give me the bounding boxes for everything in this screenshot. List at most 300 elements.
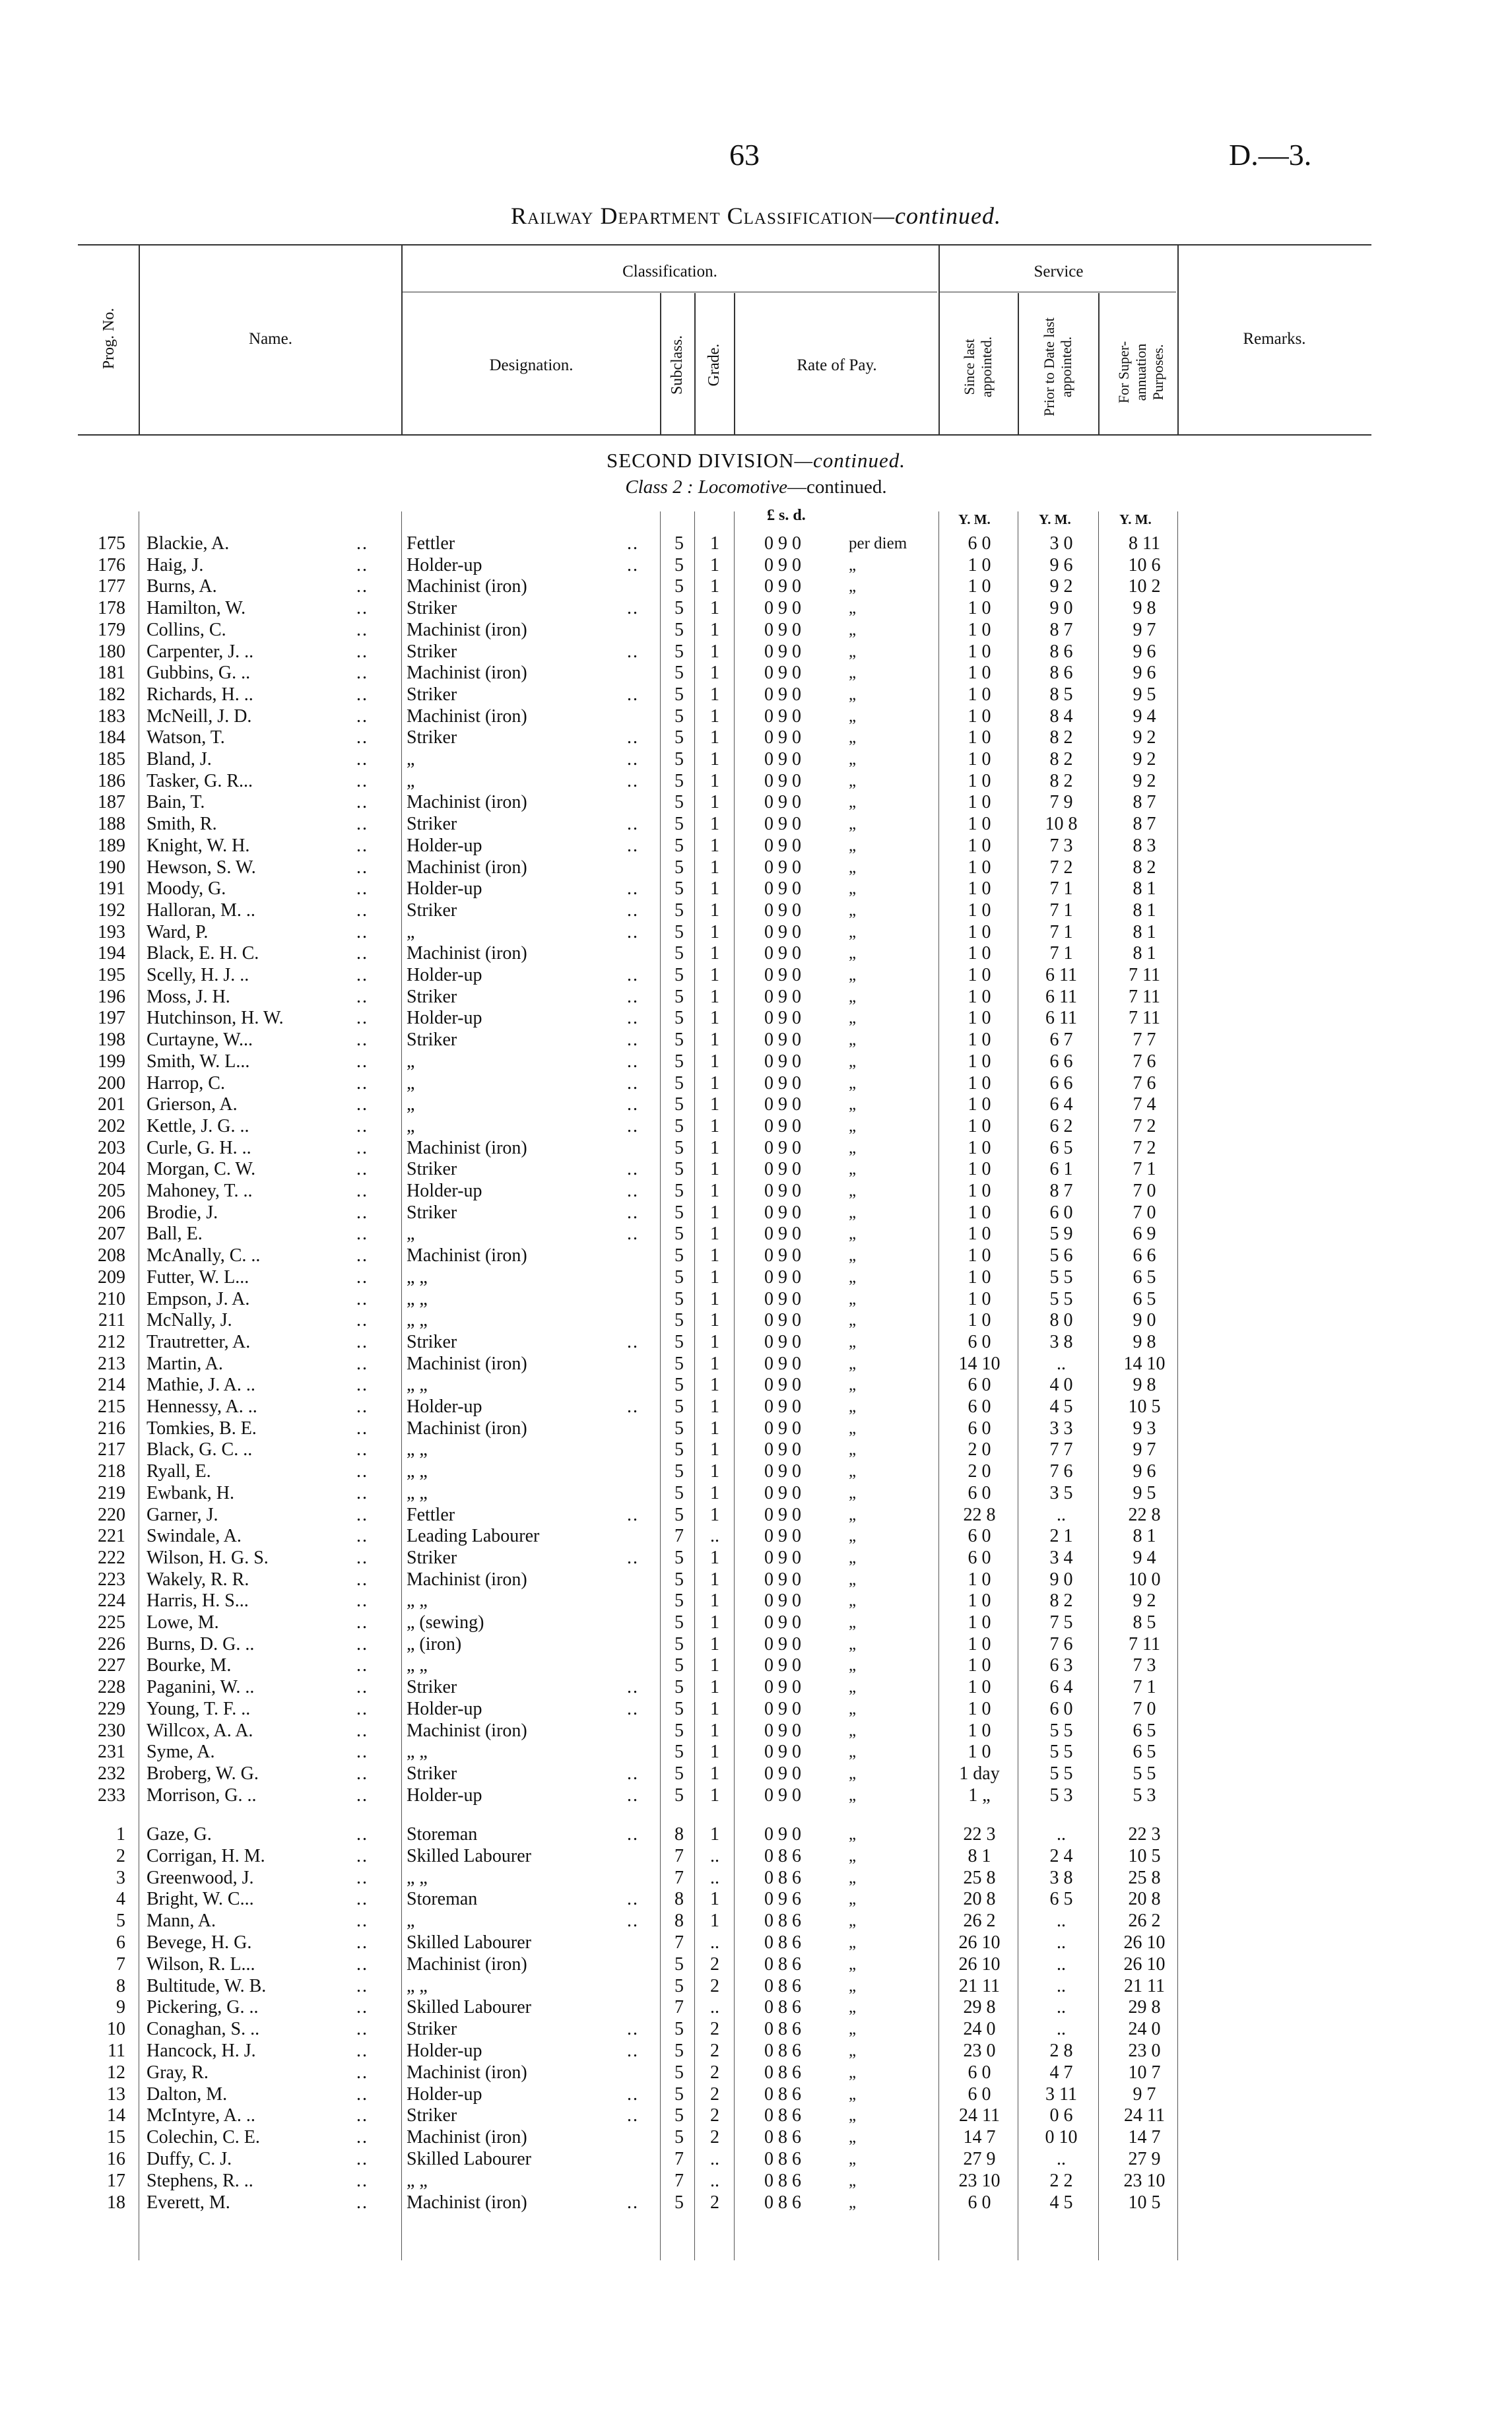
grade-cell: 1 [710,1504,719,1525]
name-cell: Syme, A. [147,1742,215,1763]
pay-unit-cell: per diem [849,535,907,552]
superannuation-cell: 9 8 [1133,598,1156,619]
superannuation-cell: 8 5 [1133,1612,1156,1633]
grade-cell: 2 [710,2062,719,2083]
designation-leader-cell: .. [627,727,639,748]
designation-leader-cell: .. [627,749,639,770]
since-last-cell: 1 0 [968,1030,991,1051]
grade-cell: 1 [710,1418,719,1439]
pay-unit-cell: „ [849,771,857,790]
prior-to-date-cell: 5 5 [1049,1763,1073,1784]
rate-of-pay-cell: 0 9 0 [764,770,801,791]
superannuation-cell: 23 10 [1123,2170,1166,2191]
name-cell: Hutchinson, H. W. [147,1008,284,1029]
designation-cell: Skilled Labourer [407,1845,531,1866]
grade-cell: 1 [710,1439,719,1460]
prog-no-cell: 219 [98,1482,125,1503]
subclass-cell: 5 [674,986,684,1007]
name-leader-cell: .. [356,1072,368,1094]
name-leader-cell: .. [356,1763,368,1784]
name-leader-cell: .. [356,1975,368,1996]
rate-of-pay-cell: 0 9 0 [764,1526,801,1547]
prior-to-date-cell: 7 6 [1049,1461,1073,1482]
table-row [0,641,1512,663]
table-row [0,857,1512,878]
name-leader-cell: .. [356,2170,368,2191]
subclass-cell: 5 [674,533,684,554]
table-row [0,2171,1512,2192]
designation-leader-cell: .. [627,1331,639,1352]
pay-unit-cell: „ [849,1847,857,1865]
rate-of-pay-cell: 0 9 0 [764,1030,801,1051]
name-cell: Black, G. C. .. [147,1439,253,1460]
pay-unit-cell: „ [849,1290,857,1308]
prior-to-date-cell: 3 5 [1049,1482,1073,1503]
table-row [0,1461,1512,1482]
prog-no-cell: 208 [98,1245,125,1266]
grade-cell: 1 [710,1547,719,1568]
pay-unit-cell: „ [849,2193,857,2211]
superannuation-cell: 7 0 [1133,1181,1156,1201]
superannuation-cell: 26 10 [1123,1932,1166,1953]
name-cell: Hennessy, A. .. [147,1396,257,1417]
designation-leader-cell: .. [627,1159,639,1180]
prior-to-date-cell: 9 6 [1049,554,1073,575]
name-cell: Grierson, A. [147,1094,238,1115]
name-cell: Knight, W. H. [147,835,250,856]
grade-cell: 1 [710,1051,719,1072]
rate-of-pay-cell: 0 9 0 [764,1569,801,1590]
table-row [0,1202,1512,1224]
rate-of-pay-cell: 0 8 6 [764,1867,801,1888]
grade-cell: 1 [710,1396,719,1417]
pay-unit-cell: „ [849,1890,857,1909]
pay-unit-cell: „ [849,944,857,963]
since-last-cell: 1 0 [968,943,991,964]
prog-no-cell: 193 [98,921,125,942]
since-last-cell: 21 11 [959,1975,1000,1996]
grade-cell: 1 [710,641,719,662]
grade-cell: 2 [710,2105,719,2126]
designation-cell: Striker [407,986,457,1007]
superannuation-cell: 10 5 [1128,1845,1161,1866]
grade-cell: 1 [710,1375,719,1396]
subclass-cell: 5 [674,1698,684,1719]
grade-cell: 1 [710,1137,719,1158]
designation-leader-cell: .. [627,900,639,921]
subclass-cell: 5 [674,2019,684,2040]
grade-cell: 1 [710,986,719,1007]
prior-to-date-cell: 7 6 [1049,1633,1073,1654]
subclass-cell: 5 [674,749,684,770]
prior-to-date-cell: 5 5 [1049,1720,1073,1741]
pay-unit-cell: „ [849,685,857,704]
pay-unit-cell: „ [849,1354,857,1373]
table-row [0,1224,1512,1245]
prior-to-date-cell: 3 3 [1049,1418,1073,1439]
superannuation-cell: 6 6 [1133,1245,1156,1266]
name-leader-cell: .. [356,1353,368,1374]
grade-cell: 1 [710,1763,719,1784]
prior-to-date-cell: 8 2 [1049,770,1073,791]
table-row [0,1267,1512,1288]
prog-no-cell: 191 [98,878,125,900]
rate-of-pay-cell: 0 8 6 [764,2170,801,2191]
since-last-cell: 1 0 [968,878,991,900]
designation-leader-cell: .. [627,814,639,835]
subclass-cell: 5 [674,641,684,662]
since-last-cell: 6 0 [968,1482,991,1503]
subclass-cell: 5 [674,1418,684,1439]
subclass-cell: 8 [674,1911,684,1932]
superannuation-cell: 7 0 [1133,1202,1156,1223]
prior-to-date-cell: 5 3 [1049,1785,1073,1806]
header-name: Name. [249,330,292,348]
prior-to-date-cell: 6 0 [1049,1698,1073,1719]
grade-cell: 1 [710,1785,719,1806]
since-last-cell: 27 9 [963,2149,996,2169]
pay-unit-cell: „ [849,1203,857,1222]
pay-unit-cell: „ [849,1031,857,1049]
table-row [0,1289,1512,1310]
pay-unit-cell: „ [849,1699,857,1718]
prior-to-date-cell: 5 9 [1049,1224,1073,1245]
name-leader-cell: .. [356,1310,368,1331]
table-row [0,1094,1512,1115]
name-cell: McNeill, J. D. [147,705,252,727]
name-leader-cell: .. [356,2127,368,2148]
prior-to-date-cell: 6 7 [1049,1030,1073,1051]
superannuation-cell: 8 1 [1133,1526,1156,1547]
pay-unit-cell: „ [849,2020,857,2039]
name-leader-cell: .. [356,1742,368,1763]
grade-cell: 1 [710,554,719,575]
subclass-cell: 5 [674,1439,684,1460]
pay-unit-cell: „ [849,556,857,574]
superannuation-cell: 24 0 [1128,2019,1161,2040]
prog-no-cell: 221 [98,1526,125,1547]
since-units: Y. M. [958,511,991,527]
grade-cell: 1 [710,727,719,748]
prog-no-cell: 189 [98,835,125,856]
designation-cell: „ „ [407,1867,428,1888]
pay-unit-cell: „ [849,1052,857,1070]
table-row [0,2149,1512,2170]
pay-unit-cell: „ [849,1527,857,1546]
table-row [0,2062,1512,2083]
superannuation-cell: 7 1 [1133,1159,1156,1180]
superannuation-cell: 7 11 [1129,965,1160,985]
prog-no-cell: 228 [98,1677,125,1698]
subclass-cell: 5 [674,1181,684,1201]
pay-unit-cell: „ [849,2042,857,2060]
prior-to-date-cell: 3 4 [1049,1547,1073,1568]
prog-no-cell: 196 [98,986,125,1007]
rate-of-pay-cell: 0 9 6 [764,1889,801,1910]
name-leader-cell: .. [356,727,368,748]
rate-of-pay-cell: 0 8 6 [764,2041,801,2061]
designation-leader-cell: .. [627,878,639,900]
since-last-cell: 1 0 [968,900,991,921]
pay-unit-cell: „ [849,1484,857,1502]
since-last-cell: 25 8 [963,1867,996,1888]
subclass-cell: 5 [674,1224,684,1245]
since-last-cell: 23 0 [963,2041,996,2061]
superannuation-cell: 8 1 [1133,878,1156,900]
subclass-cell: 5 [674,1742,684,1763]
table-row [0,1954,1512,1975]
grade-cell: 1 [710,1482,719,1503]
rate-of-pay-cell: 0 9 0 [764,1590,801,1612]
grade-cell: 1 [710,1590,719,1612]
prog-no-cell: 201 [98,1094,125,1115]
grade-cell: 2 [710,2041,719,2061]
subclass-cell: 5 [674,2083,684,2105]
subclass-cell: 5 [674,1331,684,1352]
since-last-cell: 6 0 [968,2083,991,2105]
table-row [0,922,1512,943]
name-leader-cell: .. [356,554,368,575]
table-row [0,1505,1512,1526]
name-cell: Morrison, G. .. [147,1785,257,1806]
name-cell: Pickering, G. .. [147,1997,259,2018]
since-last-cell: 1 0 [968,921,991,942]
grade-cell: 2 [710,2019,719,2040]
designation-cell: „ „ [407,2170,428,2191]
grade-cell: 1 [710,1720,719,1741]
designation-cell: „ [407,1911,415,1932]
table-row [0,1138,1512,1159]
grade-cell: 1 [710,619,719,640]
name-cell: Richards, H. .. [147,684,253,705]
grade-cell: 1 [710,663,719,684]
rate-of-pay-cell: 0 9 0 [764,792,801,813]
table-row [0,1483,1512,1504]
pay-unit-cell: „ [849,599,857,618]
prior-units: Y. M. [1039,511,1071,527]
since-last-cell: 1 0 [968,1310,991,1331]
grade-cell: 2 [710,1975,719,1996]
superannuation-cell: 7 1 [1133,1677,1156,1698]
since-last-cell: 1 0 [968,705,991,727]
prior-to-date-cell: .. [1057,2149,1066,2169]
prior-to-date-cell: 3 11 [1045,2083,1077,2105]
designation-leader-cell: .. [627,1763,639,1784]
designation-leader-cell: .. [627,1181,639,1201]
table-row [0,1677,1512,1698]
prog-no-cell: 178 [98,598,125,619]
designation-leader-cell: .. [627,921,639,942]
table-row [0,1159,1512,1180]
rate-of-pay-cell: 0 9 0 [764,1418,801,1439]
prior-to-date-cell: 2 2 [1049,2170,1073,2191]
subclass-cell: 5 [674,663,684,684]
rate-of-pay-cell: 0 9 0 [764,1482,801,1503]
designation-cell: Machinist (iron) [407,2127,527,2148]
name-cell: Bain, T. [147,792,205,813]
designation-cell: Machinist (iron) [407,1245,527,1266]
grade-cell: 1 [710,1245,719,1266]
grade-cell: 1 [710,857,719,878]
rate-of-pay-cell: 0 9 0 [764,576,801,597]
prog-no-cell: 3 [116,1867,125,1888]
name-cell: Lowe, M. [147,1612,219,1633]
pay-unit-cell: „ [849,1419,857,1437]
subclass-cell: 7 [674,1526,684,1547]
prog-no-cell: 6 [116,1932,125,1953]
header-subclass: Subclass. [669,335,686,395]
superannuation-cell: 22 8 [1128,1504,1161,1525]
pay-unit-cell: „ [849,966,857,984]
name-leader-cell: .. [356,814,368,835]
designation-cell: Leading Labourer [407,1526,540,1547]
designation-leader-cell: .. [627,1396,639,1417]
prior-to-date-cell: 6 3 [1049,1655,1073,1676]
name-cell: Carpenter, J. .. [147,641,254,662]
name-cell: Broberg, W. G. [147,1763,259,1784]
lsd-units: £ s. d. [767,507,806,524]
prog-no-cell: 226 [98,1633,125,1654]
superannuation-cell: 20 8 [1128,1889,1161,1910]
prior-to-date-cell: 9 0 [1049,598,1073,619]
table-row [0,1030,1512,1051]
prior-to-date-cell: 5 5 [1049,1266,1073,1288]
prior-to-date-cell: 7 5 [1049,1612,1073,1633]
name-leader-cell: .. [356,1867,368,1888]
rate-of-pay-cell: 0 9 0 [764,986,801,1007]
prog-no-cell: 176 [98,554,125,575]
designation-leader-cell: .. [627,1698,639,1719]
pay-unit-cell: „ [849,1912,857,1930]
prog-no-cell: 230 [98,1720,125,1741]
designation-cell: Skilled Labourer [407,2149,531,2169]
rate-of-pay-cell: 0 9 0 [764,1072,801,1094]
designation-cell: Holder-up [407,554,482,575]
name-cell: Bultitude, W. B. [147,1975,267,1996]
since-last-cell: 1 0 [968,965,991,985]
name-leader-cell: .. [356,1824,368,1845]
prog-no-cell: 205 [98,1181,125,1201]
table-row [0,1824,1512,1845]
rate-of-pay-cell: 0 8 6 [764,1845,801,1866]
prog-no-cell: 180 [98,641,125,662]
prior-to-date-cell: .. [1057,1953,1066,1975]
grade-cell: .. [710,2149,719,2169]
since-last-cell: 8 1 [968,1845,991,1866]
subclass-cell: 5 [674,684,684,705]
prog-no-cell: 231 [98,1742,125,1763]
name-cell: Mathie, J. A. .. [147,1375,255,1396]
rate-of-pay-cell: 0 9 0 [764,857,801,878]
prior-to-date-cell: .. [1057,1353,1066,1374]
superannuation-cell: 24 11 [1124,2105,1165,2126]
designation-cell: „ „ [407,1266,428,1288]
superannuation-cell: 9 6 [1133,663,1156,684]
table-row [0,1932,1512,1953]
pay-unit-cell: „ [849,1117,857,1135]
subclass-cell: 5 [674,1310,684,1331]
grade-cell: 1 [710,1655,719,1676]
grade-cell: 1 [710,1224,719,1245]
prior-to-date-cell: .. [1057,2019,1066,2040]
header-grade: Grade. [706,343,723,387]
prog-no-cell: 188 [98,814,125,835]
designation-cell: Striker [407,2105,457,2126]
prior-to-date-cell: 8 6 [1049,663,1073,684]
prog-no-cell: 194 [98,943,125,964]
since-last-cell: 1 0 [968,1720,991,1741]
superannuation-cell: 8 1 [1133,921,1156,942]
prior-to-date-cell: 5 5 [1049,1742,1073,1763]
superannuation-cell: 9 6 [1133,641,1156,662]
name-cell: Bland, J. [147,749,212,770]
pay-unit-cell: „ [849,1225,857,1243]
prior-to-date-cell: 0 6 [1049,2105,1073,2126]
subclass-cell: 5 [674,1612,684,1633]
rate-of-pay-cell: 0 9 0 [764,598,801,619]
superannuation-cell: 10 2 [1128,576,1161,597]
pay-unit-cell: „ [849,1678,857,1697]
header-designation: Designation. [489,356,574,374]
header-for-super: For Super-annuation Purposes. [1115,341,1166,404]
rate-of-pay-cell: 0 9 0 [764,705,801,727]
prior-to-date-cell: 7 1 [1049,878,1073,900]
since-last-cell: 1 0 [968,1655,991,1676]
table-row [0,684,1512,705]
name-leader-cell: .. [356,1375,368,1396]
designation-cell: Fettler [407,533,455,554]
table-row [0,965,1512,986]
rate-of-pay-cell: 0 9 0 [764,1742,801,1763]
pay-unit-cell: „ [849,2107,857,2125]
pay-unit-cell: „ [849,2150,857,2168]
table-row [0,2105,1512,2126]
prog-no-cell: 175 [98,533,125,554]
grade-cell: 2 [710,2127,719,2148]
name-leader-cell: .. [356,533,368,554]
designation-cell: Holder-up [407,1181,482,1201]
table-row [0,620,1512,641]
designation-leader-cell: .. [627,2083,639,2105]
name-cell: Ward, P. [147,921,209,942]
prior-to-date-cell: 6 2 [1049,1115,1073,1136]
superannuation-cell: 9 2 [1133,770,1156,791]
superannuation-cell: 7 11 [1129,1633,1160,1654]
rate-of-pay-cell: 0 9 0 [764,835,801,856]
designation-cell: Holder-up [407,1698,482,1719]
designation-leader-cell: .. [627,1677,639,1698]
prog-no-cell: 14 [107,2105,125,2126]
superannuation-cell: 23 0 [1128,2041,1161,2061]
designation-cell: Skilled Labourer [407,1932,531,1953]
designation-leader-cell: .. [627,1202,639,1223]
name-cell: Bright, W. C... [147,1889,254,1910]
name-leader-cell: .. [356,1655,368,1676]
pay-unit-cell: „ [849,620,857,639]
name-leader-cell: .. [356,1159,368,1180]
grade-cell: 1 [710,1094,719,1115]
grade-cell: 1 [710,1331,719,1352]
rate-of-pay-cell: 0 9 0 [764,965,801,985]
name-cell: Blackie, A. [147,533,230,554]
prog-no-cell: 195 [98,965,125,985]
name-leader-cell: .. [356,770,368,791]
rate-of-pay-cell: 0 8 6 [764,1997,801,2018]
name-leader-cell: .. [356,1461,368,1482]
pay-unit-cell: „ [849,1868,857,1887]
designation-leader-cell: .. [627,1785,639,1806]
table-row [0,663,1512,684]
